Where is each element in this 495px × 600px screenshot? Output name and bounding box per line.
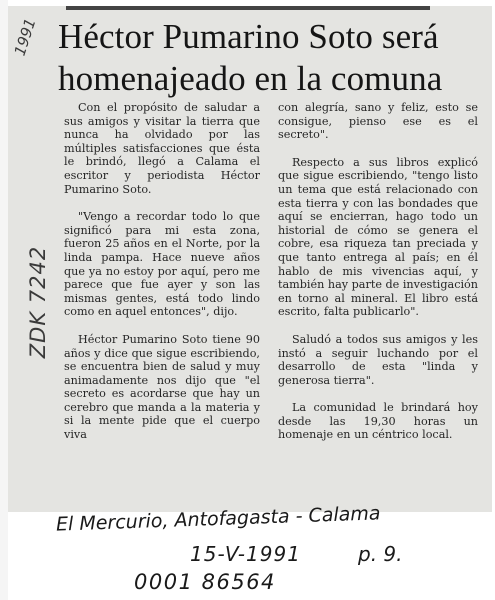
handwritten-date: 15-V-1991	[190, 542, 301, 566]
newspaper-clipping	[8, 6, 492, 512]
handwritten-page: p. 9.	[358, 542, 403, 566]
left-column	[64, 101, 260, 456]
scan-edge	[0, 0, 8, 600]
handwritten-year: 1991	[10, 16, 40, 58]
paragraph: Con el propósito de saludar a sus amigos y visitar la tierra que nunca ha olvidado por las múltiples satisfacciones que ésta le brindó, llegó a Calama el escritor y periodista Héctor Pumarino Soto.	[64, 101, 260, 196]
handwritten-code: ZDK 7242	[26, 245, 51, 359]
paragraph: Héctor Pumarino Soto tiene 90 años y dice que sigue escribiendo, se encuentra bien de salud y muy animadamente nos dijo que "el secreto es acordarse que hay un cerebro que manda a la materia y si la mente pide que el cuerpo viva	[64, 332, 260, 442]
headline	[58, 16, 488, 100]
headline-line-2: homenajeado en la comuna	[58, 59, 443, 98]
paragraph: con alegría, sano y feliz, esto se consigue, pienso ese es el secreto".	[278, 101, 478, 142]
handwritten-id-number: 0001 86564	[134, 570, 276, 594]
paragraph: La comunidad le brindará hoy desde las 19,30 horas un homenaje en un céntrico local.	[278, 401, 478, 442]
paragraph: Saludó a todos sus amigos y les instó a seguir luchando por el desarrollo de esta "linda y generosa tierra".	[278, 332, 478, 387]
handwritten-source: El Mercurio, Antofagasta - Calama	[55, 502, 381, 536]
paragraph: "Vengo a recordar todo lo que significó para mi esta zona, fueron 25 años en el Norte, por la linda pampa. Hace nueve años que ya no estoy por aquí, pero me parece que fue ayer y son las mismas gentes, está todo lindo como en aquel entonces", dijo.	[64, 210, 260, 319]
headline-line-1: Héctor Pumarino Soto será	[58, 17, 439, 56]
paragraph: Respecto a sus libros explicó que sigue escribiendo, "tengo listo un tema que está relacionado con esta tierra y con las bondades que aquí se encierran, hago todo un historial de cómo se genera el cobre, esa riqueza tan preciada y que tanto entrega al país; en él hablo de mis vivencias aquí, y también hay parte de investigación en torno al mineral. El libro está escrito, falta publicarlo".	[278, 155, 478, 319]
top-rule	[66, 6, 430, 10]
right-column	[278, 101, 478, 456]
